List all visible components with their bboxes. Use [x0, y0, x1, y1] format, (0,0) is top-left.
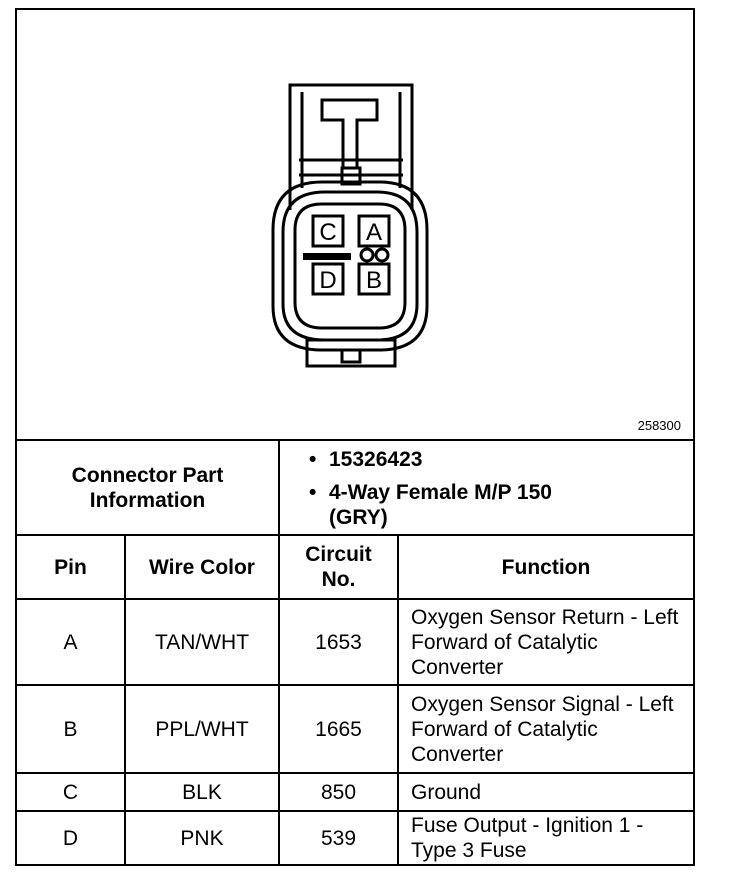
pin-label-a: A: [365, 219, 383, 246]
figure-id: 258300: [637, 418, 681, 433]
connector-info-list: [309, 447, 689, 530]
connector-type: 4-Way Female M/P 150 (GRY): [329, 481, 552, 529]
cell-wire-color: PPL/WHT: [155, 717, 249, 741]
cell-wire-color: PNK: [180, 826, 224, 850]
cell-circuit: 539: [320, 826, 357, 850]
header-function: Function: [501, 555, 591, 579]
header-pin: Pin: [54, 555, 87, 579]
cell-function: Oxygen Sensor Signal - Left Forward of Catalytic Converter: [411, 692, 674, 766]
cell-function: Oxygen Sensor Return - Left Forward of Catalytic Converter: [411, 605, 679, 679]
connector-document: [15, 8, 695, 866]
cell-wire-color: TAN/WHT: [154, 630, 250, 654]
pin-label-c: C: [319, 219, 337, 246]
connector-figure: [17, 10, 693, 439]
part-number: 15326423: [329, 448, 423, 471]
cell-circuit: 1665: [315, 717, 362, 741]
header-circuit: Circuit No.: [305, 543, 372, 591]
cell-wire-color: BLK: [182, 780, 222, 804]
cell-circuit: 850: [320, 780, 357, 804]
list-item: • 15326423: [309, 448, 423, 471]
cell-circuit: 1653: [315, 630, 362, 654]
header-wire-color: Wire Color: [149, 555, 255, 579]
cell-pin: C: [62, 780, 79, 804]
cell-pin: B: [63, 717, 78, 741]
list-item: • 4-Way Female M/P 150 (GRY): [309, 480, 689, 530]
cell-pin: A: [63, 630, 78, 654]
pin-label-d: D: [319, 267, 337, 294]
cell-function: Fuse Output - Ignition 1 - Type 3 Fuse: [411, 814, 644, 862]
cell-function: Ground: [411, 780, 482, 804]
connector-drawing: [17, 10, 693, 439]
cell-pin: D: [62, 826, 79, 850]
pin-label-b: B: [365, 267, 383, 294]
connector-info-label: Connector Part Information: [71, 463, 224, 512]
